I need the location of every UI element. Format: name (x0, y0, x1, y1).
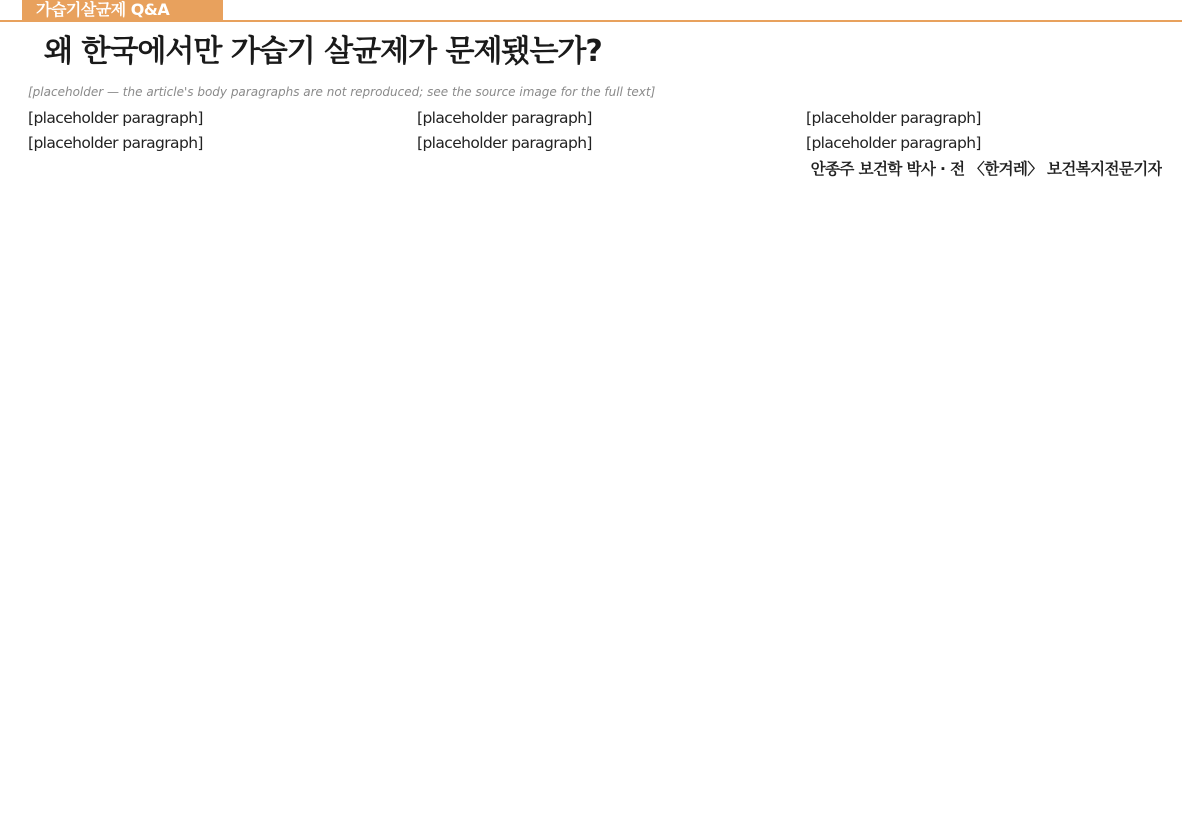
column-2 (417, 106, 773, 806)
section-tag: 가습기살균제 Q&A (22, 0, 223, 20)
paragraph: [placeholder paragraph] (28, 134, 203, 153)
paragraph: [placeholder paragraph] (806, 109, 981, 127)
body-placeholder-notice: [placeholder — the article's body paragraphs are not reproduced; see the source image for the full text] (28, 85, 656, 99)
paragraph: [placeholder paragraph] (28, 109, 203, 127)
column-3 (806, 106, 1162, 806)
headline: 왜 한국에서만 가습기 살균제가 문제됐는가? (44, 34, 602, 69)
column-1 (28, 106, 384, 806)
header-rule (0, 20, 1182, 22)
paragraph: [placeholder paragraph] (417, 109, 592, 127)
paragraph: [placeholder paragraph] (417, 134, 592, 153)
byline: 안종주 보건학 박사 · 전 〈한겨레〉 보건복지전문기자 (810, 159, 1162, 178)
paragraph: [placeholder paragraph] (806, 134, 981, 153)
article-body (28, 106, 1162, 806)
